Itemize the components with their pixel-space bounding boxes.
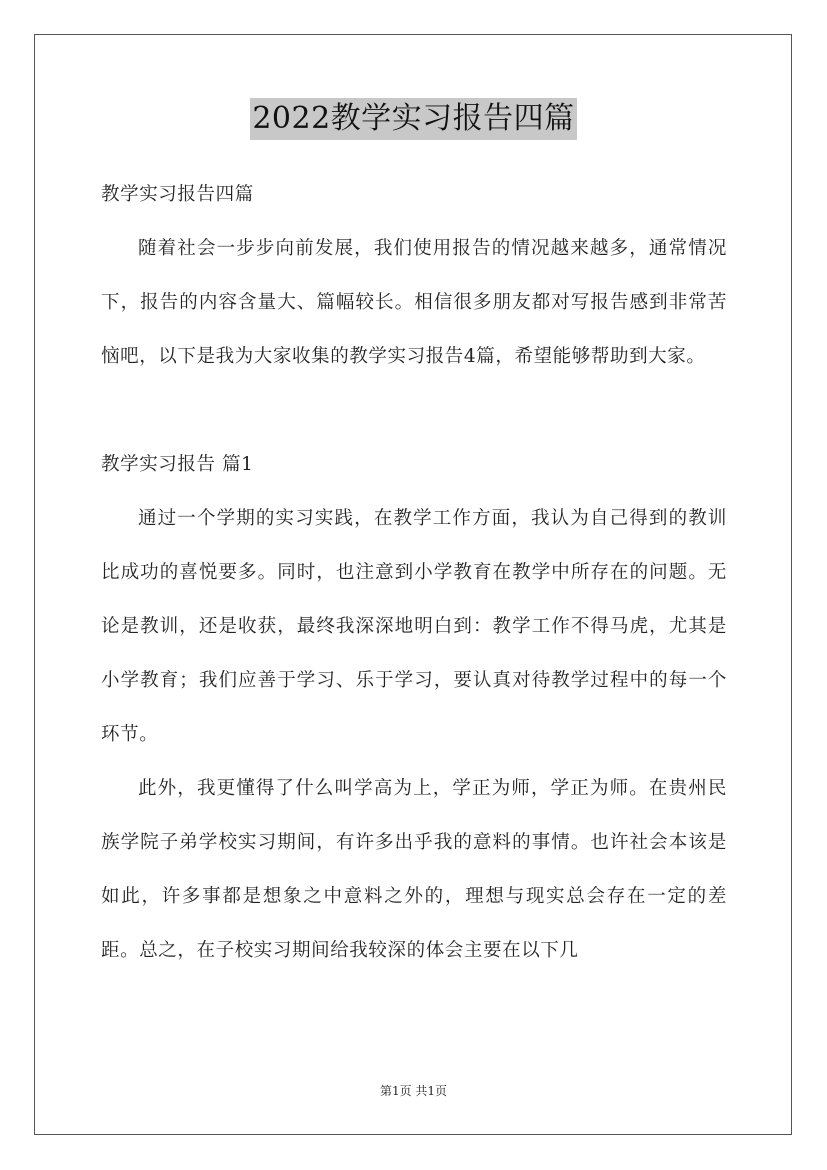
body-paragraph: 此外，我更懂得了什么叫学高为上，学正为师，学正为师。在贵州民族学院子弟学校实习期间，有许多出乎我的意料的事情。也许社会本该是如此，许多事都是想象之中意料之外的，理想与现实总会存在一定的差距。总之，在子校实习期间给我较深的体会主要在以下几 — [101, 778, 727, 961]
spacer — [101, 384, 727, 438]
document-body — [101, 168, 727, 978]
section-heading: 教学实习报告 篇1 — [101, 454, 254, 475]
document-title: 2022教学实习报告四篇 — [250, 98, 576, 140]
intro-paragraph: 随着社会一步步向前发展，我们使用报告的情况越来越多，通常情况下，报告的内容含量大、篇幅较长。相信很多朋友都对写报告感到非常苦恼吧，以下是我为大家收集的教学实习报告4篇，希望能够帮助到大家。 — [101, 238, 727, 367]
document-subtitle: 教学实习报告四篇 — [101, 184, 254, 205]
title-container — [0, 98, 827, 140]
body-paragraph: 通过一个学期的实习实践，在教学工作方面，我认为自己得到的教训比成功的喜悦要多。同时，也注意到小学教育在教学中所存在的问题。无论是教训，还是收获，最终我深深地明白到：教学工作不得马虎，尤其是小学教育；我们应善于学习、乐于学习，要认真对待教学过程中的每一个环节。 — [101, 508, 727, 745]
page-footer: 第1页 共1页 — [379, 1084, 448, 1098]
